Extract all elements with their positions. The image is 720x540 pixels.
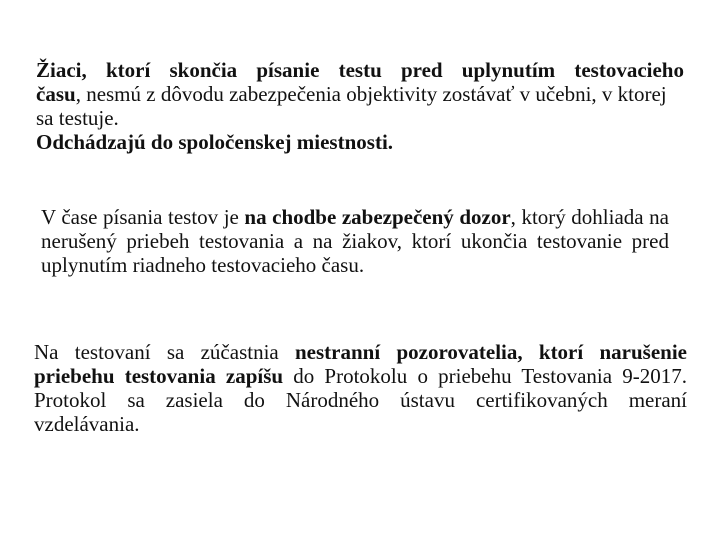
paragraph-observers-intro: Na testovaní sa zúčastnia — [34, 340, 295, 364]
paragraph-early-finish-instruction: Odchádzajú do spoločenskej miestnosti. — [36, 130, 394, 154]
paragraph-corridor-supervision — [41, 205, 669, 277]
paragraph-corridor-supervision-intro: V čase písania testov je — [41, 205, 245, 229]
paragraph-early-finish — [36, 58, 684, 154]
paragraph-corridor-supervision-emphasis: na chodbe zabezpečený dozor — [244, 205, 511, 229]
paragraph-corridor-supervision-rest: , ktorý dohliada na nerušený priebeh testovania a na žiakov, ktorí ukončia testovanie pred uplynutím riadneho testovacieho času. — [41, 205, 669, 277]
paragraph-early-finish-line1: Žiaci, ktorí skončia písanie testu pred uplynutím testovacieho — [36, 58, 684, 82]
paragraph-early-finish-time-word: času — [36, 82, 76, 106]
paragraph-early-finish-text: , nesmú z dôvodu zabezpečenia objektivity zostávať v učebni, v ktorej sa testuje. — [36, 82, 667, 130]
paragraph-observers-rest: do Protokolu o priebehu Testovania 9-2017. Protokol sa zasiela do Národného ústavu certifikovaných meraní vzdelávania. — [34, 364, 687, 436]
paragraph-observers — [34, 340, 687, 436]
paragraph-observers-emphasis: nestranní pozorovatelia, ktorí narušenie priebehu testovania zapíšu — [34, 340, 687, 388]
